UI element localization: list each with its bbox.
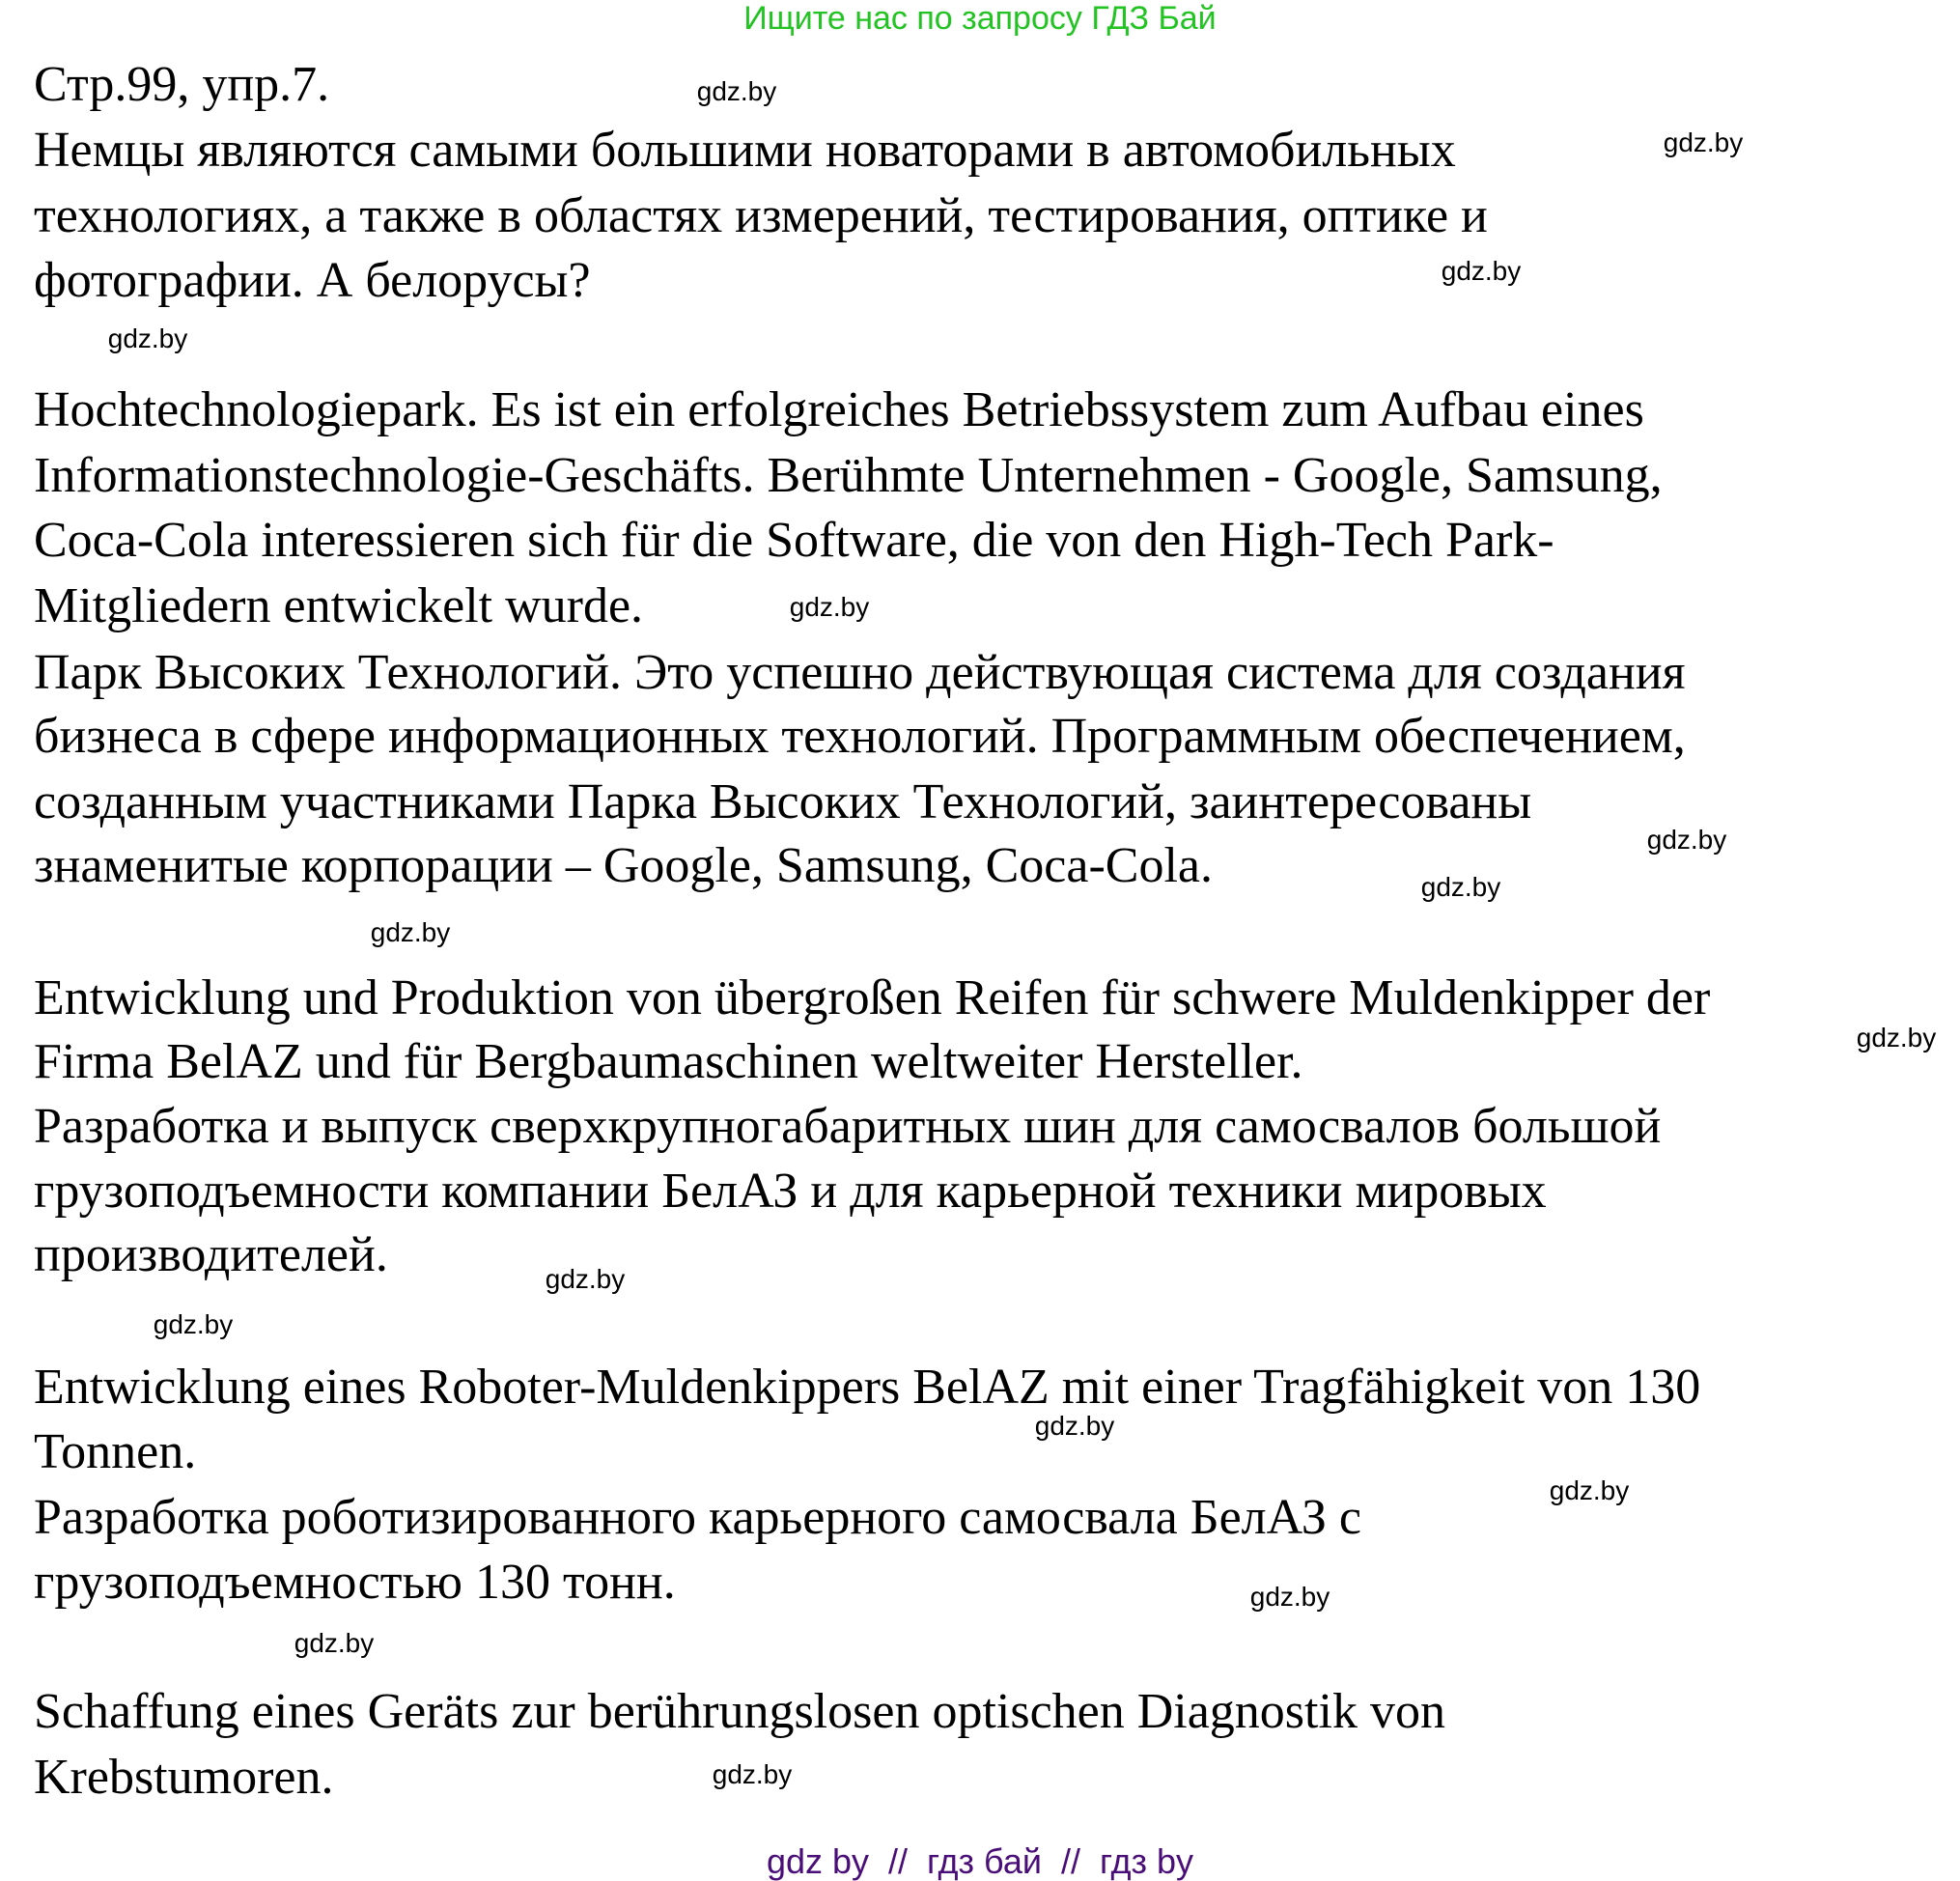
watermark: gdz.by [153, 1309, 234, 1339]
text-line: Tonnen. [34, 1424, 197, 1479]
text-line: грузоподъемности компании БелАЗ и для карьерной техники мировых [34, 1164, 1547, 1219]
watermark: gdz.by [1249, 1582, 1330, 1612]
watermark: gdz.by [545, 1264, 626, 1294]
text-line: производителей. [34, 1227, 388, 1282]
watermark: gdz.by [712, 1759, 793, 1789]
text-line: Hochtechnologiepark. Es ist ein erfolgreiches Betriebssystem zum Aufbau eines [34, 382, 1644, 437]
text-line: Парк Высоких Технологий. Это успешно действующая система для создания [34, 645, 1686, 700]
text-line: Entwicklung und Produktion von übergroßen Reifen für schwere Muldenkipper der [34, 970, 1711, 1025]
text-line: Немцы являются самыми большими новаторами в автомобильных [34, 123, 1456, 178]
watermark: gdz.by [370, 917, 451, 947]
text-line: Mitgliedern entwickelt wurde. [34, 578, 644, 633]
text-line: Schaffung eines Geräts zur berührungslosen optischen Diagnostik von [34, 1684, 1445, 1739]
watermark: gdz.by [789, 592, 870, 622]
watermark: gdz.by [1549, 1475, 1630, 1505]
text-line: технологиях, а также в областях измерений, тестирования, оптике и [34, 188, 1488, 243]
search-banner: Ищите нас по запросу ГДЗ Бай [743, 0, 1217, 37]
text-line: грузоподъемностью 130 тонн. [34, 1555, 676, 1610]
watermark: gdz.by [294, 1628, 375, 1658]
text-line: фотографии. А белорусы? [34, 253, 591, 308]
watermark: gdz.by [1856, 1023, 1937, 1053]
text-line: Coca-Cola interessieren sich für die Software, die von den High-Tech Park- [34, 513, 1554, 568]
text-line: Krebstumoren. [34, 1750, 334, 1805]
exercise-title: Стр.99, упр.7. [34, 57, 330, 112]
text-line: Разработка роботизированного карьерного самосвала БелАЗ с [34, 1490, 1362, 1545]
text-line: созданным участниками Парка Высоких Технологий, заинтересованы [34, 774, 1532, 829]
watermark: gdz.by [1441, 256, 1522, 286]
text-line: Entwicklung eines Roboter-Muldenkippers BelAZ mit einer Tragfähigkeit von 130 [34, 1360, 1701, 1415]
watermark: gdz.by [1663, 127, 1744, 157]
text-line: Informationstechnologie-Geschäfts. Berühmte Unternehmen - Google, Samsung, [34, 448, 1663, 503]
watermark: gdz.by [696, 76, 777, 106]
watermark: gdz.by [1646, 825, 1727, 855]
text-line: бизнеса в сфере информационных технологий. Программным обеспечением, [34, 709, 1686, 764]
text-line: Разработка и выпуск сверхкрупногабаритных шин для самосвалов большой [34, 1099, 1662, 1154]
watermark: gdz.by [1420, 872, 1501, 902]
watermark: gdz.by [107, 323, 188, 353]
text-line: знаменитые корпорации – Google, Samsung, Coca-Cola. [34, 838, 1213, 893]
footer-links: gdz by // гдз бай // гдз by [766, 1841, 1194, 1881]
watermark: gdz.by [1034, 1411, 1115, 1441]
text-line: Firma BelAZ und für Bergbaumaschinen weltweiter Hersteller. [34, 1034, 1303, 1089]
